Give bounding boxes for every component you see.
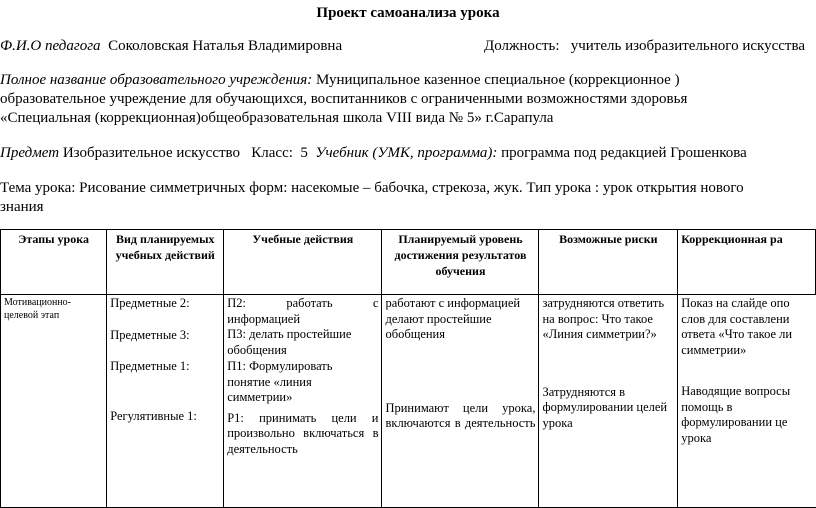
correction-2: Наводящие вопросы помощь в формулировании це урока: [681, 384, 791, 445]
action-p1: П1: Формулировать понятие «линия симметрии»: [227, 359, 333, 404]
position-value: учитель изобразительного искусства: [570, 38, 806, 54]
institution-text-1: Муниципальное казенное специальное (коррекционное ): [315, 72, 680, 88]
action-p2: П2: работать с информацией: [227, 296, 379, 326]
position-line: [484, 38, 805, 55]
table-header-row: [1, 230, 816, 295]
risk-2: Затрудняются в формулировании целей урока: [542, 384, 668, 430]
teacher-name: Соколовская Наталья Владимировна: [108, 38, 343, 54]
topic-line-2: знания: [0, 199, 44, 215]
topic-line-1: Тема урока: Рисование симметричных форм: насекомые – бабочка, стрекоза, жук. Тип урока : урок открытия нового: [0, 180, 744, 196]
teacher-line: [0, 38, 342, 55]
subject-value: Изобразительное искусство: [62, 145, 241, 161]
institution-text-3: «Специальная (коррекционная)общеобразовательная школа VIII вида № 5» г.Сарапула: [0, 110, 554, 126]
position-label: Должность:: [484, 38, 560, 54]
risks-cell: [539, 295, 678, 508]
class-label: Класс:: [251, 145, 293, 161]
header-planned-level: Планируемый уровень достижения результатов обучения: [382, 230, 539, 295]
teacher-label: Ф.И.О педагога: [0, 38, 101, 54]
type-item: Регулятивные 1:: [110, 408, 197, 423]
action-p3: П3: делать простейшие обобщения: [227, 327, 352, 357]
header-stages: Этапы урока: [1, 230, 107, 295]
class-value: 5: [300, 145, 308, 161]
action-r1: Р1: принимать цели и произвольно включаться в деятельность: [227, 410, 379, 456]
subject-label: Предмет: [0, 145, 60, 161]
correction-cell: [678, 295, 816, 508]
subject-line: [0, 145, 747, 162]
textbook-label: Учебник (УМК, программа):: [315, 145, 498, 161]
institution-label: Полное название образовательного учреждения:: [0, 72, 313, 88]
level-2: Принимают цели урока, включаются в деятельность: [385, 400, 536, 430]
institution-text-2: образовательное учреждение для обучающихся, воспитанников с ограниченными возможностями здоровья: [0, 91, 688, 107]
type-item: Предметные 2:: [110, 296, 190, 310]
header-action-types: Вид планируемых учебных действий: [107, 230, 224, 295]
header-correction: Коррекционная ра: [678, 230, 816, 295]
table-row: [1, 295, 816, 508]
lesson-analysis-table: [0, 229, 816, 508]
document-title: Проект самоанализа урока: [316, 5, 500, 21]
risk-1: затрудняются ответить на вопрос: Что такое «Линия симметрии?»: [542, 296, 665, 341]
correction-1: Показ на слайде опо слов для составлени ответа «Что такое ли симметрии»: [681, 296, 793, 357]
action-types-cell: [107, 295, 224, 508]
level-1: работают с информацией делают простейшие обобщения: [385, 296, 521, 341]
type-item: Предметные 3:: [110, 327, 190, 342]
textbook-value: программа под редакцией Грошенкова: [501, 145, 747, 161]
stage-cell: Мотивационно-целевой этап: [1, 295, 107, 508]
header-risks: Возможные риски: [539, 230, 678, 295]
institution-line-1: [0, 72, 680, 89]
planned-level-cell: [382, 295, 539, 508]
header-learning-actions: Учебные действия: [224, 230, 382, 295]
learning-actions-cell: [224, 295, 382, 508]
type-item: Предметные 1:: [110, 359, 190, 373]
